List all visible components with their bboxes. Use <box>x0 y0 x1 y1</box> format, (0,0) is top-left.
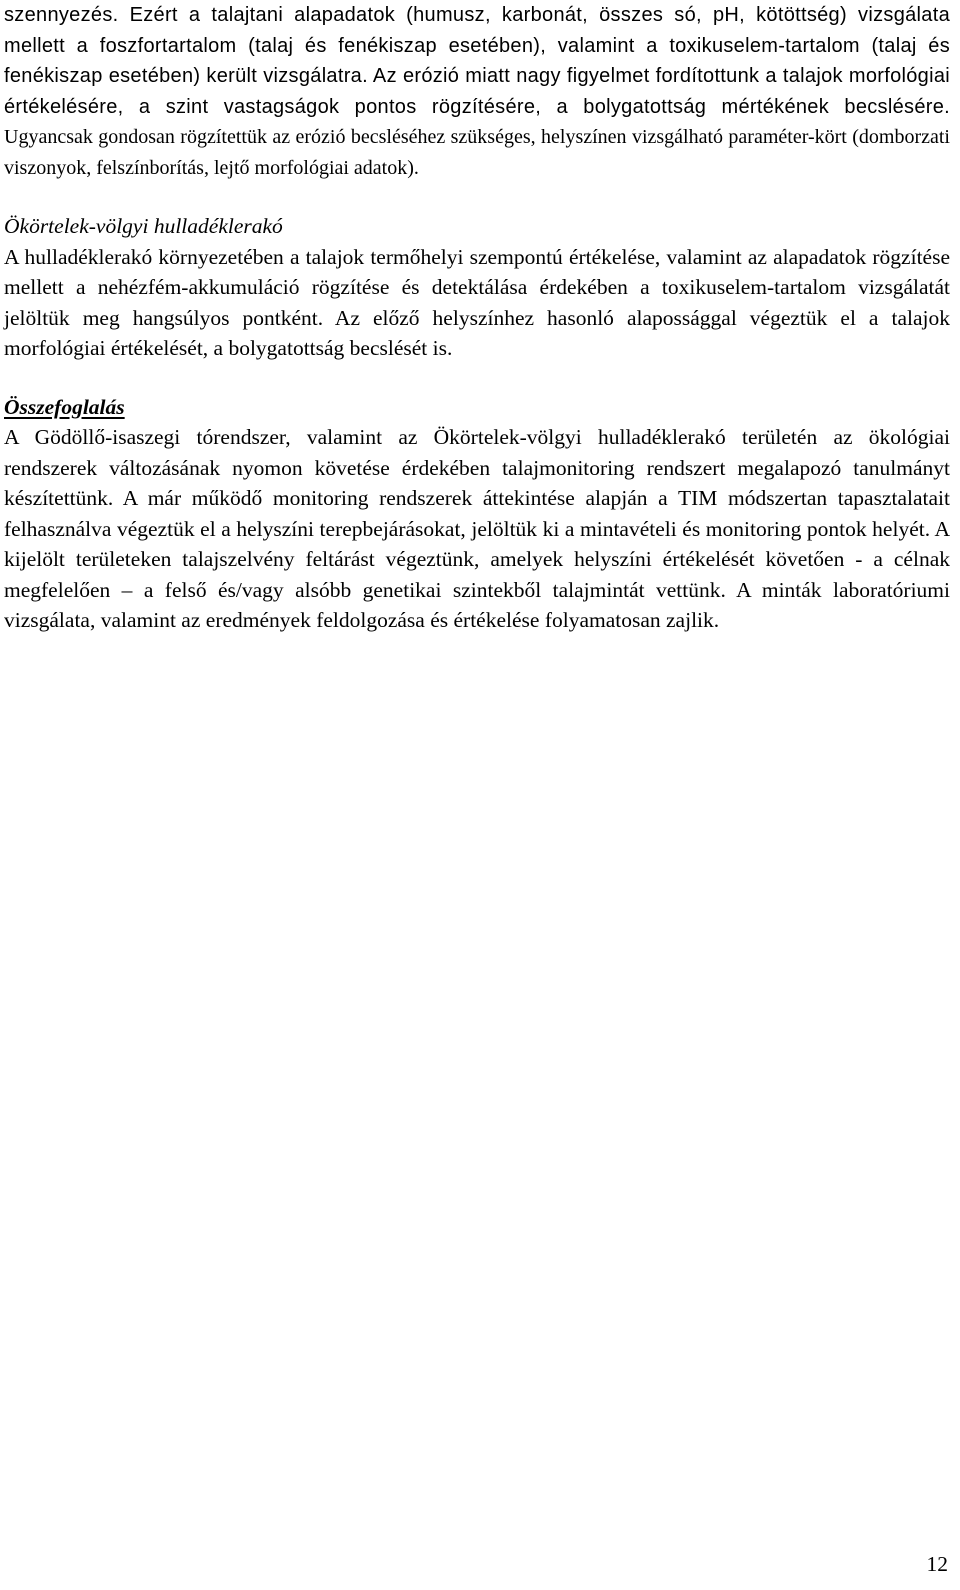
intro-paragraph-serif-part: Ugyancsak gondosan rögzítettük az erózió becsléséhez szükséges, helyszínen vizsgálható paraméter-kört (domborzati viszonyok, felszínborítás, lejtő morfológiai adatok). <box>4 126 950 179</box>
okortelek-section-heading: Ökörtelek-völgyi hulladéklerakó <box>4 214 283 238</box>
okortelek-section-body: A hulladéklerakó környezetében a talajok termőhelyi szempontú értékelése, valamint az alapadatok rögzítése mellett a nehézfém-akkumuláció rögzítése és detektálása érdekében a toxikuselem-tartalom vizsgálatát jelöltük meg hangsúlyos pontként. Az előző helyszínhez hasonló alapossággal végeztük el a talajok morfológiai értékelését, a bolygatottság becslését is. <box>4 244 950 360</box>
intro-paragraph-sans-part: szennyezés. Ezért a talajtani alapadatok (humusz, karbonát, összes só, pH, kötöttség) vizsgálata mellett a foszfortartalom (talaj és fenékiszap esetében), valamint a toxikuselem-tartalom (talaj és fenékiszap esetében) került vizsgálatra. Az erózió miatt nagy figyelmet fordítottunk a talajok morfológiai értékelésére, a szint vastagságok pontos rögzítésére, a bolygatottság mértékének becslésére. <box>4 4 950 118</box>
page-number: 12 <box>926 1552 948 1576</box>
summary-section-body: A Gödöllő-isaszegi tórendszer, valamint az Ökörtelek-völgyi hulladéklerakó területén az ökológiai rendszerek változásának nyomon követése érdekében talajmonitoring rendszert megalapozó tanulmányt készítettünk. A már működő monitoring rendszerek áttekintése alapján a TIM módszertan tapasztalatait felhasználva végeztük el a helyszíni terepbejárásokat, jelöltük ki a mintavételi és monitoring pontok helyét. A kijelölt területeken talajszelvény feltárást végeztünk, amelyek helyszíni értékelését követően - a célnak megfelelően – a felső és/vagy alsóbb genetikai szintekből talajmintát vettünk. A minták laboratóriumi vizsgálata, valamint az eredmények feldolgozása és értékelése folyamatosan zajlik. <box>4 425 950 632</box>
document-page <box>4 0 950 636</box>
summary-section-heading: Összefoglalás <box>4 394 125 419</box>
intro-paragraph <box>4 0 950 183</box>
